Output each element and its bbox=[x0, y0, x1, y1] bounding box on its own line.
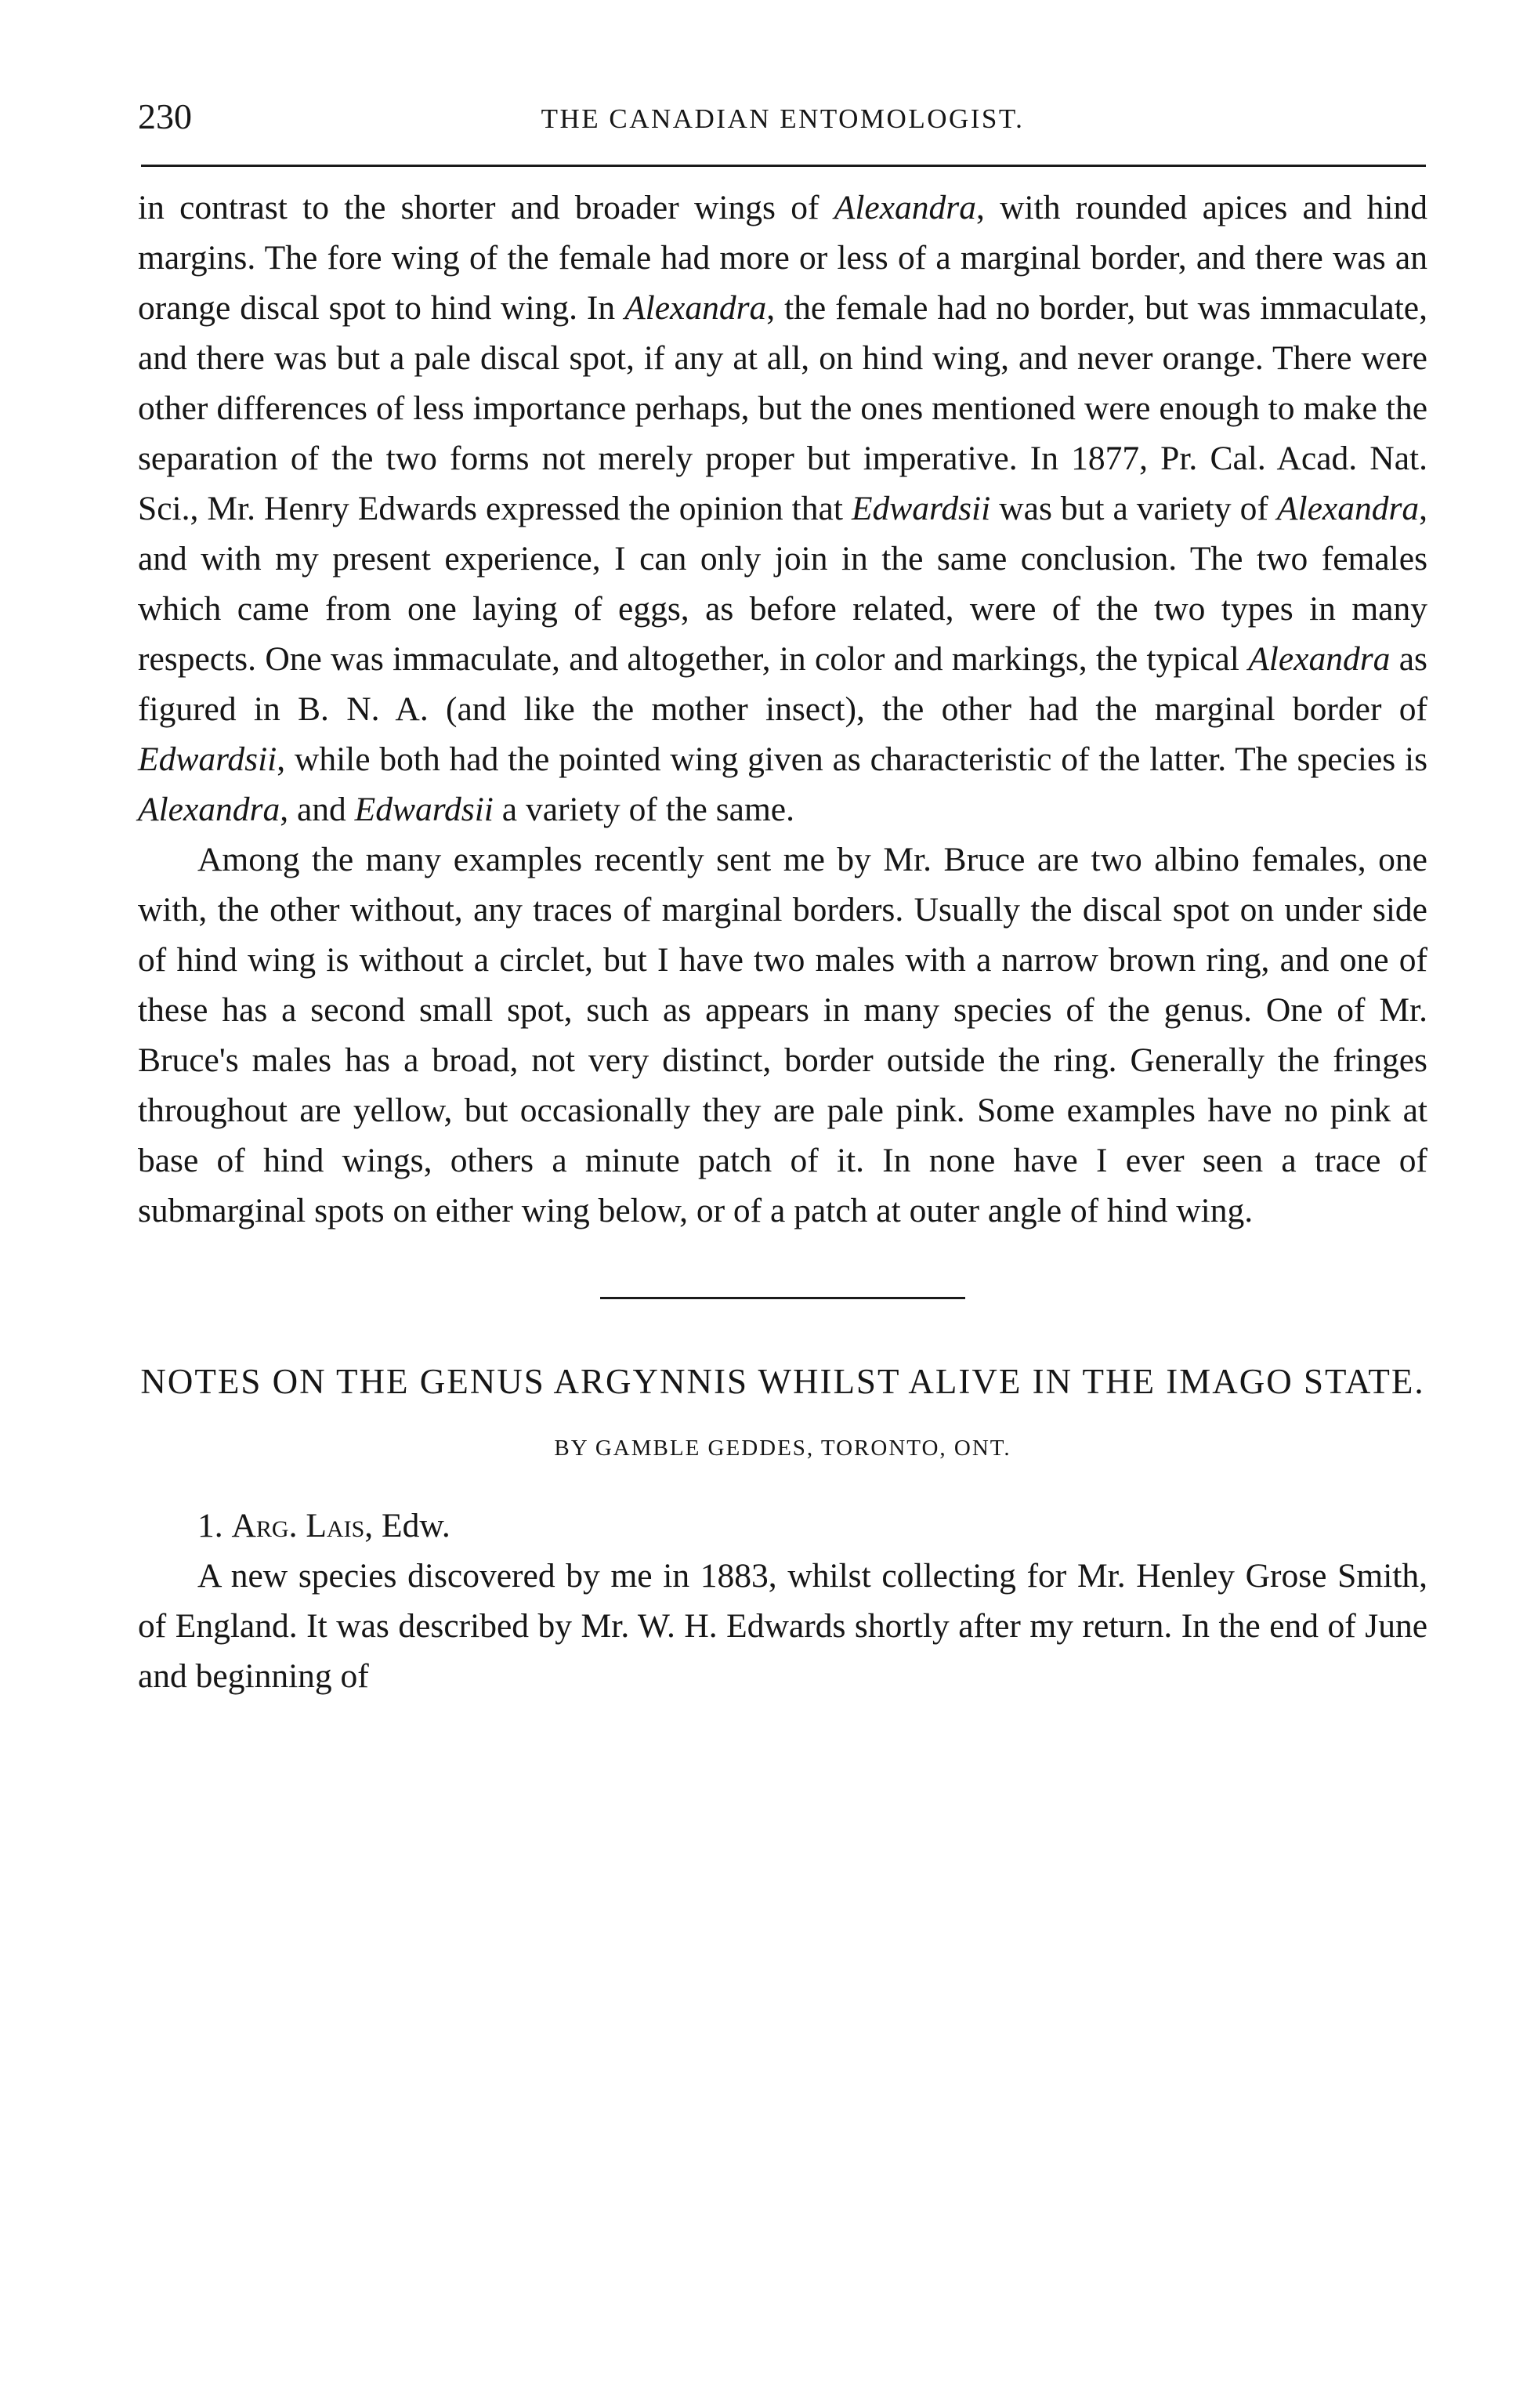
species-name: Edwardsii bbox=[851, 490, 991, 527]
running-head bbox=[138, 94, 1427, 144]
section-divider bbox=[600, 1297, 965, 1299]
species-name: Edwardsii bbox=[138, 741, 277, 778]
article-paragraph: A new species discovered by me in 1883, whilst collecting for Mr. Henley Grose Smith, of England. It was described by Mr. W. H. Edwards shortly after my return. In the end of June and beginning of bbox=[138, 1557, 1427, 1695]
paragraph-bruce-examples: Among the many examples recently sent me by Mr. Bruce are two albino females, one with, the other without, any traces of marginal borders. Usually the discal spot on under side of hind wing is without a circlet, but I have two males with a narrow brown ring, and one of these has a second small spot, such as appears in many species of the genus. One of Mr. Bruce's males has a broad, not very distinct, border outside the ring. Generally the fringes throughout are yellow, but occasionally they are pale pink. Some examples have no pink at base of hind wings, others a minute patch of it. In none have I ever seen a trace of submarginal spots on either wing below, or of a patch at outer angle of hind wing. bbox=[138, 841, 1427, 1229]
continued-article-text bbox=[138, 183, 1427, 1236]
species-name: Alexandra bbox=[834, 189, 976, 226]
species-name: Alexandra bbox=[138, 791, 280, 828]
journal-title: THE CANADIAN ENTOMOLOGIST. bbox=[541, 103, 1025, 134]
species-heading bbox=[138, 1501, 1427, 1551]
paragraph-alexandra-edwardsii: in contrast to the shorter and broader wings of Alexandra, with rounded apices and hind margins. The fore wing of the female had more or less of a marginal border, and there was an orange discal spot to hind wing. In Alexandra, the female had no border, but was immaculate, and there was but a pale discal spot, if any at all, on hind wing, and never orange. There were other differences of less importance perhaps, but the ones mentioned were enough to make the separation of the two forms not merely proper but imperative. In 1877, Pr. Cal. Acad. Nat. Sci., Mr. Henry Edwards expressed the opinion that Edwardsii was but a variety of Alexandra, and with my present experience, I can only join in the same conclusion. The two females which came from one laying of eggs, as before related, were of the two types in many respects. One was immaculate, and altogether, in color and markings, the typical Alexandra as figured in B. N. A. (and like the mother insect), the other had the marginal border of Edwardsii, while both had the pointed wing given as characteristic of the latter. The species is Alexandra, and Edwardsii a variety of the same. bbox=[138, 189, 1427, 828]
species-number: 1. bbox=[197, 1507, 223, 1544]
species-name: Alexandra bbox=[1248, 640, 1391, 678]
species-name: Arg. Lais bbox=[231, 1507, 365, 1544]
page-number: 230 bbox=[138, 96, 192, 136]
species-name: Alexandra bbox=[1276, 490, 1420, 527]
species-name: Edwardsii bbox=[354, 791, 494, 828]
header-rule bbox=[141, 165, 1426, 167]
article-title: NOTES ON THE GENUS ARGYNNIS WHILST ALIVE IN THE IMAGO STATE. bbox=[140, 1362, 1425, 1401]
species-name: Alexandra bbox=[624, 289, 767, 327]
journal-page bbox=[138, 94, 1427, 1701]
article-byline: BY GAMBLE GEDDES, TORONTO, ONT. bbox=[554, 1436, 1011, 1461]
species-author: , Edw. bbox=[364, 1507, 450, 1544]
